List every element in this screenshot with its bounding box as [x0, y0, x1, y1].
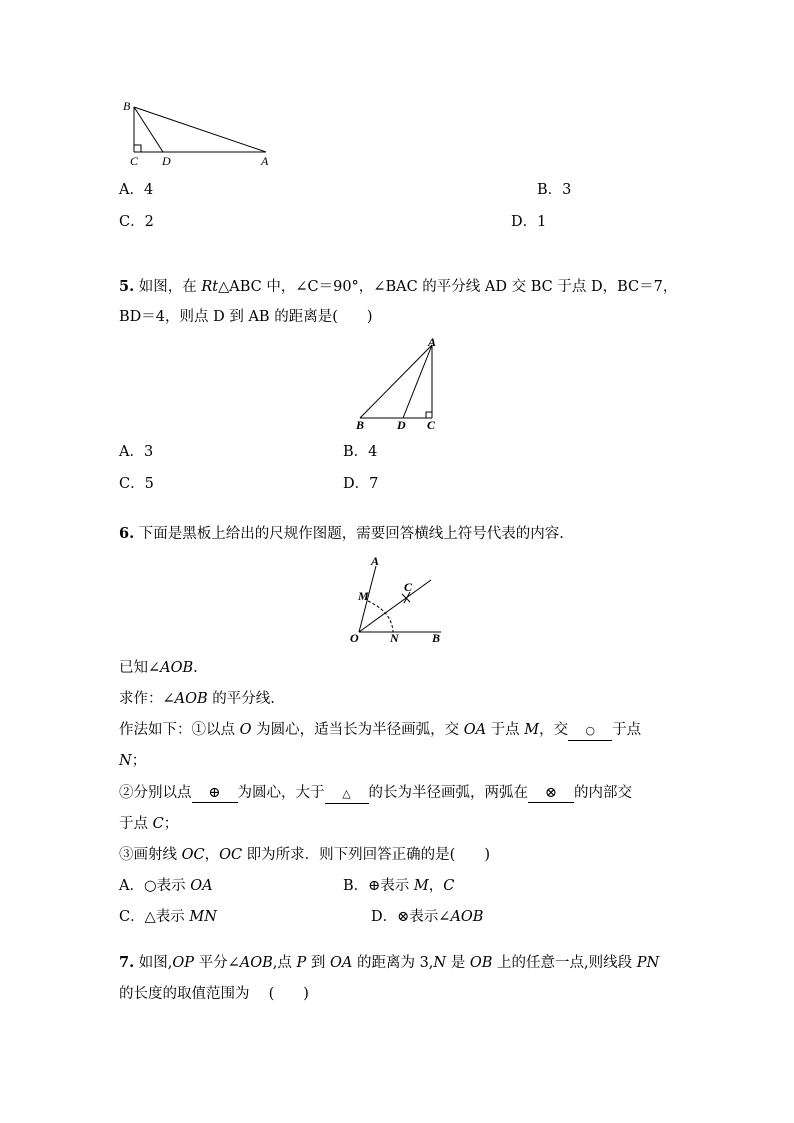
q6-step2-cont	[119, 814, 178, 834]
q7-text: ,点	[272, 955, 297, 971]
q6-var: M	[524, 722, 540, 738]
q6-label-a: A	[371, 554, 380, 568]
q5-stem-line2: BD＝4，则点 D 到 AB 的距离是( )	[119, 309, 373, 325]
q4-label-b: B	[123, 99, 131, 113]
q6-text: A．○表示	[119, 878, 191, 894]
q5-label-a: A	[428, 335, 437, 349]
q6-text: ，	[428, 878, 444, 894]
q7-var: OB	[469, 955, 493, 971]
q6-text: 求作：∠	[119, 691, 175, 707]
q6-option-c[interactable]	[119, 907, 217, 927]
q7-text: 到	[306, 955, 330, 971]
q5-text: 如图，在	[134, 279, 202, 295]
q6-text: ，交	[539, 722, 569, 738]
q4-label-c: C	[130, 154, 139, 168]
q6-var: N	[119, 753, 132, 769]
q5-label-c: C	[427, 418, 436, 432]
q6-text: 于点	[486, 722, 525, 738]
q6-var: AOB	[174, 691, 208, 707]
q7-text: 平分∠	[194, 955, 240, 971]
q6-text: ；	[131, 753, 147, 769]
q6-var: O	[239, 722, 252, 738]
q6-text: ，	[204, 847, 220, 863]
q7-text: 如图,	[134, 955, 173, 971]
q6-text: ③画射线	[119, 847, 182, 863]
q6-text: ②分别以点	[119, 785, 192, 801]
q6-var: AOB	[450, 909, 484, 925]
q4-option-b[interactable]: B．3	[537, 182, 572, 198]
q6-blank-triangle[interactable]: △	[325, 785, 369, 804]
q5-side-ab	[360, 345, 432, 418]
q6-text: 为圆心，大于	[237, 785, 325, 801]
q6-var: C	[443, 878, 455, 894]
q7-stem-line1	[119, 953, 659, 973]
q6-text: ；	[163, 816, 179, 832]
q6-step1-cont	[119, 751, 146, 771]
q6-var: OC	[181, 847, 205, 863]
q6-ask	[119, 689, 275, 709]
q6-text: 作法如下：①以点	[119, 722, 240, 738]
q4-label-d: D	[162, 154, 171, 168]
q6-ray-oc	[359, 580, 431, 632]
q6-blank-circle[interactable]: ○	[568, 722, 612, 741]
q6-stem	[119, 524, 564, 544]
q6-blank-otimes[interactable]: ⊗	[528, 784, 574, 803]
q7-stem-line2: 的长度的取值范围为 ( )	[119, 986, 309, 1002]
q7-var: N	[433, 955, 447, 971]
q6-text: 于点	[612, 722, 642, 738]
q5-bisector-ad	[403, 345, 432, 418]
q5-text: △ABC 中，∠C＝90°，∠BAC 的平分线 AD 交 BC 于点 D，BC＝7，	[218, 279, 678, 295]
q6-var: OA	[190, 878, 213, 894]
q6-label-m: M	[358, 589, 369, 603]
q6-option-d[interactable]	[371, 907, 483, 927]
q5-label-b: B	[356, 418, 365, 432]
q6-var: M	[413, 878, 429, 894]
q6-known	[119, 658, 198, 678]
q6-label-n: N	[390, 631, 399, 645]
q5-stem-line1	[119, 277, 677, 297]
q6-text: 已知∠	[119, 660, 161, 676]
q5-label-d: D	[397, 418, 406, 432]
q7-text: 是	[446, 955, 470, 971]
q6-label-c: C	[404, 580, 413, 594]
q6-blank-oplus[interactable]: ⊕	[192, 784, 238, 803]
q5-number: 5.	[119, 278, 135, 295]
q6-text: 即为所求．则下列回答正确的是( )	[242, 847, 490, 863]
q7-var: OP	[172, 955, 195, 971]
q6-number: 6.	[119, 525, 135, 542]
q4-side-ba	[134, 107, 266, 152]
q5-option-b[interactable]: B．4	[343, 444, 378, 460]
q6-step3	[119, 845, 490, 865]
q6-text: B．⊕表示	[343, 878, 414, 894]
q6-option-a[interactable]	[119, 876, 213, 896]
q7-text: 的距离为 3,	[352, 955, 434, 971]
q6-text: D．⊗表示∠	[371, 909, 451, 925]
q7-number: 7.	[119, 954, 135, 971]
q6-step1	[119, 720, 641, 741]
q6-label-o: O	[350, 631, 359, 645]
q4-option-c[interactable]: C．2	[119, 214, 154, 230]
q5-option-a[interactable]: A．3	[119, 444, 154, 460]
q5-option-c[interactable]: C．5	[119, 476, 154, 492]
q4-label-a: A	[261, 154, 269, 168]
q6-text: 的长为半径画弧，两弧在	[368, 785, 528, 801]
q6-text: C．△表示	[119, 909, 190, 925]
q6-text: 的内部交	[574, 785, 632, 801]
q6-option-b[interactable]	[343, 876, 454, 896]
q7-var: P	[296, 955, 307, 971]
q6-var: C	[152, 816, 164, 832]
q6-var: MN	[189, 909, 217, 925]
q6-var: AOB	[160, 660, 194, 676]
q4-option-d[interactable]: D．1	[511, 214, 547, 230]
q6-label-b: B	[432, 631, 441, 645]
q5-option-d[interactable]: D．7	[343, 476, 379, 492]
q6-var: OC	[219, 847, 243, 863]
q4-option-a[interactable]: A．4	[119, 182, 154, 198]
q4-right-angle-mark	[134, 145, 141, 152]
q6-var: OA	[463, 722, 487, 738]
q6-text: 的平分线.	[207, 691, 275, 707]
q7-var: PN	[636, 955, 660, 971]
q6-text: .	[193, 660, 198, 676]
q6-step2	[119, 783, 632, 804]
q7-var: AOB	[239, 955, 273, 971]
q6-text: 下面是黑板上给出的尺规作图题，需要回答横线上符号代表的内容.	[134, 526, 564, 542]
q5-rt: Rt	[201, 279, 219, 295]
q7-text: 上的任意一点,则线段	[492, 955, 637, 971]
q7-var: OA	[330, 955, 353, 971]
q6-text: 于点	[119, 816, 153, 832]
q6-text: 为圆心，适当长为半径画弧，交	[251, 722, 464, 738]
